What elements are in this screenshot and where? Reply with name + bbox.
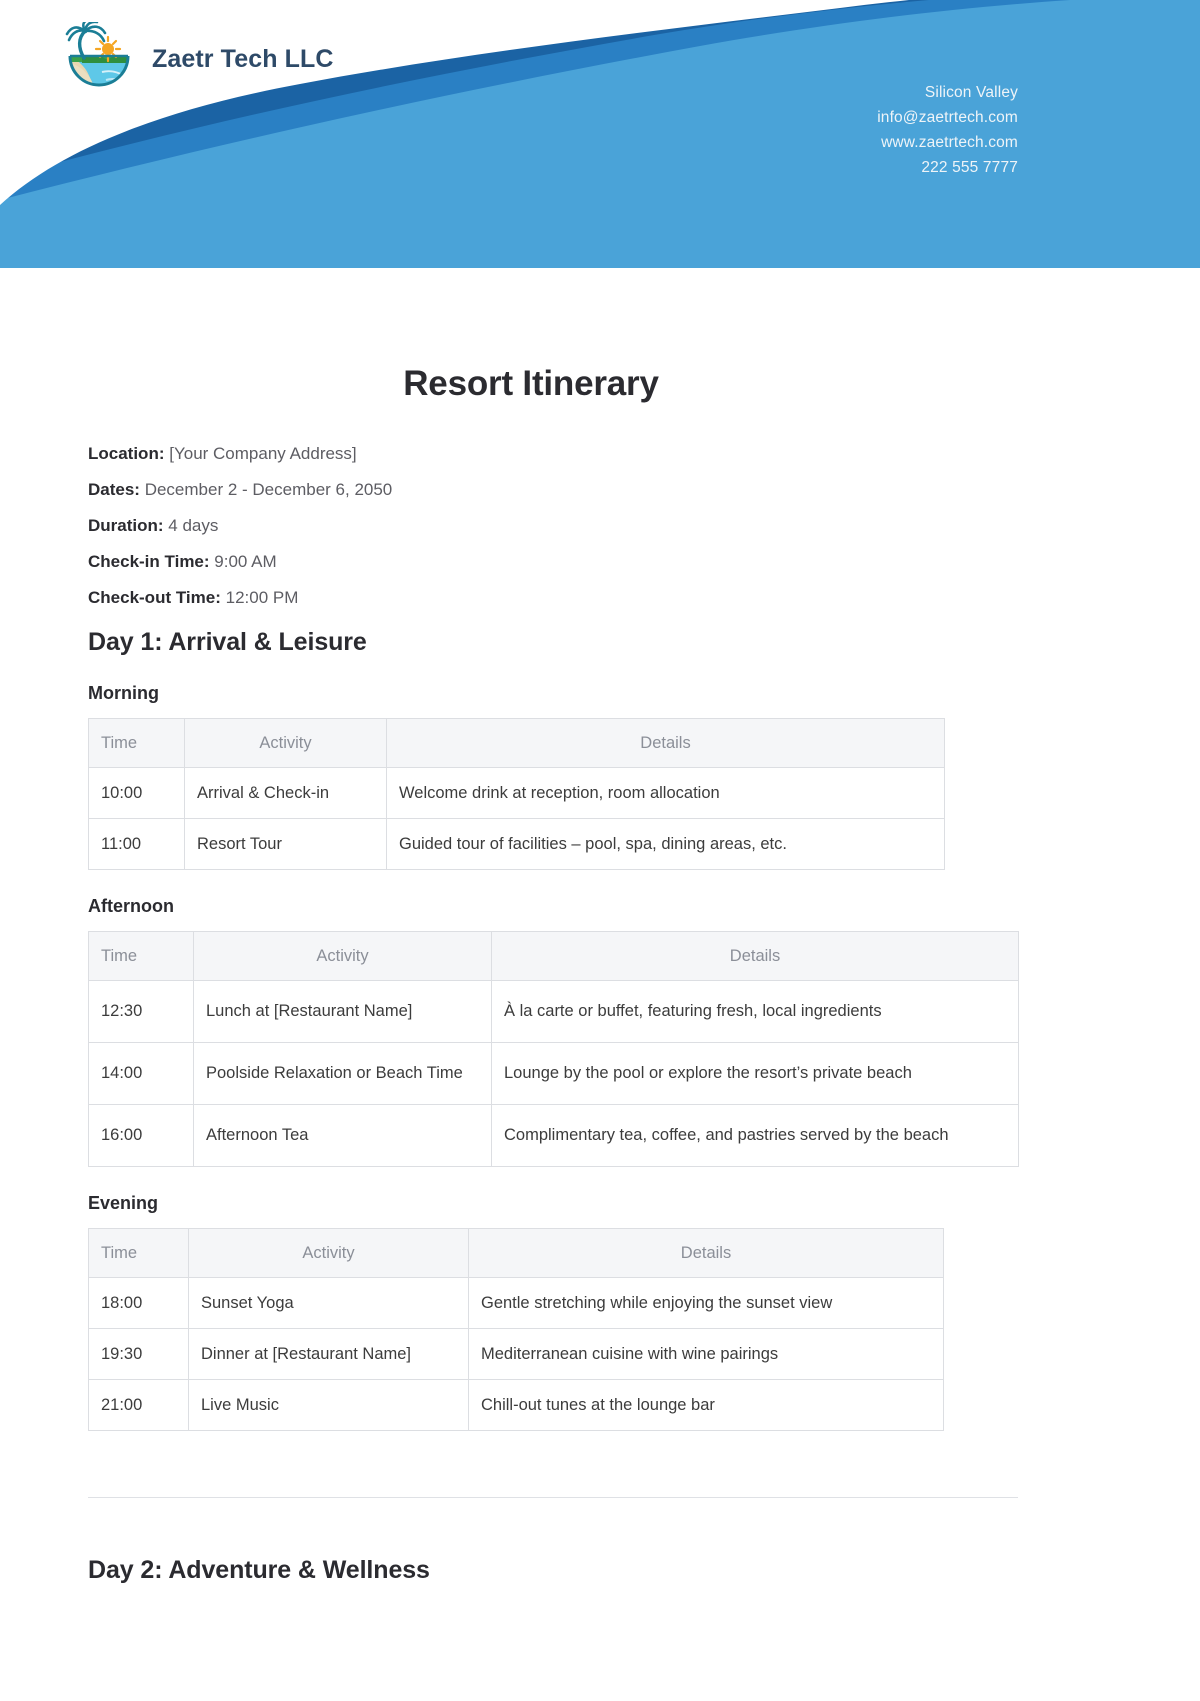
section-heading-morning: Morning (88, 683, 159, 703)
column-header-activity: Activity (189, 1229, 469, 1278)
cell-details: Mediterranean cuisine with wine pairings (469, 1329, 944, 1380)
cell-time: 18:00 (89, 1278, 189, 1329)
table-row (89, 1105, 1019, 1167)
cell-details: Guided tour of facilities – pool, spa, dining areas, etc. (387, 819, 945, 870)
day2-heading: Day 2: Adventure & Wellness (88, 1556, 430, 1584)
table-header-row (89, 1229, 944, 1278)
contact-website[interactable]: www.zaetrtech.com (881, 134, 1018, 151)
page-header-banner (0, 0, 1200, 268)
cell-time: 14:00 (89, 1043, 194, 1105)
meta-row-checkout (88, 580, 1020, 616)
header-contact-info (877, 80, 1018, 180)
meta-row-checkin (88, 544, 1020, 580)
cell-details: À la carte or buffet, featuring fresh, local ingredients (492, 981, 1019, 1043)
schedule-table-afternoon (88, 931, 1019, 1167)
cell-details: Complimentary tea, coffee, and pastries served by the beach (492, 1105, 1019, 1167)
section-heading-evening: Evening (88, 1193, 159, 1213)
cell-details: Gentle stretching while enjoying the sunset view (469, 1278, 944, 1329)
meta-value-location: [Your Company Address] (169, 444, 357, 463)
meta-row-dates (88, 472, 1020, 508)
contact-email[interactable]: info@zaetrtech.com (877, 109, 1018, 126)
meta-label-dates: Dates: (88, 480, 140, 499)
cell-details: Lounge by the pool or explore the resort’s private beach (492, 1043, 1019, 1105)
cell-time: 11:00 (89, 819, 185, 870)
cell-activity: Arrival & Check-in (185, 768, 387, 819)
page-title: Resort Itinerary (403, 364, 659, 403)
meta-label-checkin: Check-in Time: (88, 552, 210, 571)
cell-time: 19:30 (89, 1329, 189, 1380)
beach-palm-circle-logo-icon (62, 22, 136, 96)
meta-value-checkin: 9:00 AM (214, 552, 277, 571)
table-header-row (89, 719, 945, 768)
cell-activity: Dinner at [Restaurant Name] (189, 1329, 469, 1380)
column-header-details: Details (469, 1229, 944, 1278)
section-heading-afternoon: Afternoon (88, 896, 174, 916)
contact-phone: 222 555 7777 (921, 159, 1018, 176)
table-row (89, 1329, 944, 1380)
meta-value-dates: December 2 - December 6, 2050 (144, 480, 393, 499)
cell-activity: Resort Tour (185, 819, 387, 870)
cell-time: 16:00 (89, 1105, 194, 1167)
column-header-details: Details (387, 719, 945, 768)
meta-value-checkout: 12:00 PM (225, 588, 299, 607)
cell-details: Welcome drink at reception, room allocation (387, 768, 945, 819)
column-header-details: Details (492, 932, 1019, 981)
section-divider (88, 1497, 1018, 1498)
table-row (89, 981, 1019, 1043)
cell-activity: Live Music (189, 1380, 469, 1431)
cell-time: 12:30 (89, 981, 194, 1043)
column-header-time: Time (89, 719, 185, 768)
column-header-time: Time (89, 932, 194, 981)
itinerary-meta-list (88, 436, 1020, 616)
table-row (89, 1043, 1019, 1105)
table-row (89, 1380, 944, 1431)
day1-heading: Day 1: Arrival & Leisure (88, 628, 367, 656)
meta-label-location: Location: (88, 444, 165, 463)
schedule-table-morning (88, 718, 945, 870)
contact-location: Silicon Valley (924, 84, 1018, 101)
cell-details: Chill-out tunes at the lounge bar (469, 1380, 944, 1431)
cell-activity: Poolside Relaxation or Beach Time (194, 1043, 492, 1105)
column-header-time: Time (89, 1229, 189, 1278)
brand-name: Zaetr Tech LLC (152, 44, 334, 73)
meta-value-duration: 4 days (168, 516, 219, 535)
document-body (0, 364, 1200, 1585)
cell-activity: Sunset Yoga (189, 1278, 469, 1329)
cell-time: 10:00 (89, 768, 185, 819)
schedule-table-evening (88, 1228, 944, 1431)
meta-row-duration (88, 508, 1020, 544)
column-header-activity: Activity (194, 932, 492, 981)
table-row (89, 768, 945, 819)
cell-activity: Afternoon Tea (194, 1105, 492, 1167)
brand-lockup (62, 22, 334, 96)
cell-time: 21:00 (89, 1380, 189, 1431)
column-header-activity: Activity (185, 719, 387, 768)
meta-row-location (88, 436, 1020, 472)
table-row (89, 819, 945, 870)
meta-label-duration: Duration: (88, 516, 164, 535)
table-header-row (89, 932, 1019, 981)
cell-activity: Lunch at [Restaurant Name] (194, 981, 492, 1043)
meta-label-checkout: Check-out Time: (88, 588, 221, 607)
table-row (89, 1278, 944, 1329)
